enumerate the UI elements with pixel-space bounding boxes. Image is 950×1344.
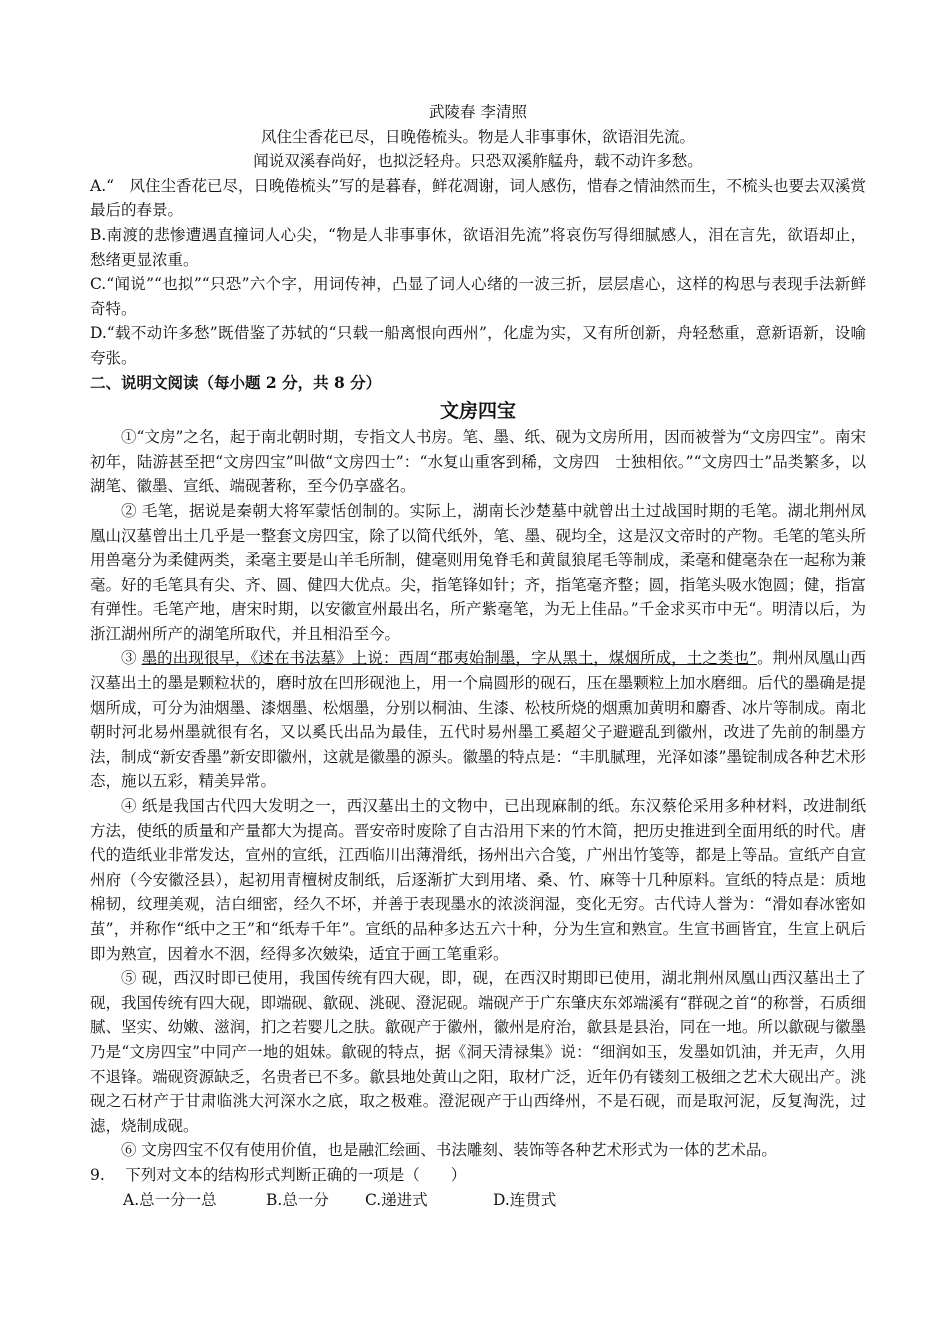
underlined-sentence: 墨的出现很早，《述在书法墓》上说：西周“郡夷始制墨，字从黑土，煤烟所成，土之类也” (141, 649, 757, 668)
article-paragraph-6: ⑥ 文房四宝不仅有使用价值，也是融汇绘画、书法雕刻、装饰等各种艺术形式为一体的艺术品。 (121, 1141, 777, 1160)
poem-option-d: D.“载不动许多愁”既借鉴了苏轼的“只载一船离恨向西州”，化虚为实，又有所创新，舟轻愁重，意新语新，设喻夸张。 (90, 324, 866, 367)
question-9-stem: 9. 下列对文本的结构形式判断正确的一项是（ ） (90, 1165, 467, 1184)
article-paragraph-5: ⑤ 砚，西汉时即已使用，我国传统有四大砚，即，砚，在西汉时期即已使用，湖北荆州凤凰山西汉墓出土了砚，我国传统有四大砚，即端砚、歙砚、洮砚、澄泥砚。端砚产于广东肇庆东郊端溪有“群砚之首“的称誉，石质细腻、坚实、幼嫩、滋润，扪之若婴儿之肤。歙砚产于徽州，徽州是府治，歙县是县治，同在一地。所以歙砚与徽墨乃是“文房四宝”中同产一地的姐妹。歙砚的特点，据《洞天清禄集》说：“细润如玉，发墨如饥油，并无声，久用不退锋。端砚资源缺乏，名贵者已不多。歙县地处黄山之阳，取材广泛，近年仍有镂刻工极细之艺术大砚出产。洮砚之石材产于甘肃临洮大河深水之底，取之极难。澄泥砚产于山西绛州，不是石砚，而是取河泥，反复淘洗，过滤，烧制成砚。 (90, 969, 866, 1135)
question-9-option-b: B.总一分 (266, 1190, 329, 1209)
article-paragraph-2: ② 毛笔，据说是秦朝大将军蒙恬创制的。实际上，湖南长沙楚墓中就曾出土过战国时期的毛笔。湖北荆州凤凰山汉墓曾出土几乎是一整套文房四宝，除了以简代纸外，笔、墨、砚均全，这是汉文帝时的产物。毛笔的笔头所用兽毫分为柔健两类，柔毫主要是山羊毛所制，健毫则用兔脊毛和黄鼠狼尾毛等制成，柔毫和健毫杂在一起称为兼毫。好的毛笔具有尖、齐、圆、健四大优点。尖，指笔锋如针；齐，指笔毫齐整；圆，指笔头吸水饱圆；健，指富有弹性。毛笔产地，唐宋时期，以安徽宣州最出名，所产紫毫笔，为无上佳品。”千金求买市中无“。明清以后，为浙江湖州所产的湖笔所取代，并且相沿至今。 (90, 501, 866, 643)
poem-option-b: B.南渡的悲惨遭遇直撞词人心尖，“物是人非事事休，欲语泪先流”将哀伤写得细腻感人，泪在言先，欲语却止，愁绪更显浓重。 (90, 225, 866, 269)
poem-option-c: C.“闻说”“也拟”“只恐”六个字，用词传神，凸显了词人心绪的一波三折，层层虐心，这样的构思与表现手法新鲜奇特。 (90, 275, 866, 318)
poem-option-a: A.“ 风住尘香花已尽，日晚倦梳头”写的是暮春，鲜花凋谢，词人感伤，惜春之情油然而生，不梳头也要去双溪赏最后的春景。 (90, 176, 866, 220)
article-title: 文房四宝 (439, 400, 516, 423)
question-9-option-c: C.递进式 (365, 1190, 428, 1209)
question-9-option-d: D.连贯式 (493, 1190, 557, 1209)
poem-title: 武陵春 李清照 (429, 103, 527, 121)
poem-line-1: 风住尘香花已尽，日晚倦梳头。物是人非事事休，欲语泪先流。 (260, 127, 695, 146)
article-paragraph-1: ①“文房”之名，起于南北朝时期，专指文人书房。笔、墨、纸、砚为文房所用，因而被誉为“文房四宝”。南宋初年，陆游甚至把“文房四宝”叫做“文房四士”：“水复山重客到稀，文房四 士独相依。”“文房四士”品类繁多，以湖笔、徽墨、宣纸、端砚著称，至今仍享盛名。 (90, 428, 866, 496)
question-9-option-a: A.总一分一总 (123, 1190, 217, 1209)
article-paragraph-4: ④ 纸是我国古代四大发明之一，西汉墓出土的文物中，已出现麻制的纸。东汉蔡伦采用多种材料，改进制纸方法，使纸的质量和产量都大为提高。晋安帝时废除了自古沿用下来的竹木简，把历史推进到全面用纸的时代。唐代的造纸业非常发达，宣州的宣纸，江西临川出薄滑纸，扬州出六合笺，广州出竹笺等，都是上等品。宣纸产自宣州府（今安徽泾县），起初用青檀树皮制纸，后逐渐扩大到用堵、桑、竹、麻等十几种原料。宣纸的特点是：质地棉韧，纹理美观，洁白细密，经久不坏，并善于表现墨水的浓淡润湿，变化无穷。古代诗人誉为：“滑如春冰密如茧”，并称作“纸中之王”和“纸寿千年”。宣纸的品种多达五六十种，分为生宣和熟宣。生宣书画皆宜，生宣上矾后即为熟宣，因着水不洇，经得多次皴染，适宜于画工笔重彩。 (90, 797, 866, 963)
paragraph-3-lead: ③ (121, 649, 142, 668)
paragraph-3-rest: 。荆州凤凰山西汉墓出土的墨是颗粒状的，磨时放在凹形砚池上，用一个扁圆形的砚石，压在墨颗粒上加水磨细。后代的墨确是提烟所成，可分为油烟墨、漆烟墨、松烟墨，分别以桐油、生漆、松枝所烧的烟熏加黄明和麝香、冰片等制成。南北朝时河北易州墨就很有名，又以奚氏出品为最佳，五代时易州墨工奚超父子避避乱到徽州，改进了先前的制墨方法，制成“新安香墨”新安即徽州，这就是徽墨的源头。徽墨的特点是：“丰肌腻理，光泽如漆”墨锭制成各种艺术形态，施以五彩，精美异常。 (90, 649, 866, 791)
poem-line-2: 闻说双溪春尚好，也拟泛轻舟。只恐双溪舴艋舟，载不动许多愁。 (253, 152, 703, 171)
article-paragraph-3 (90, 646, 866, 794)
section-heading: 二、说明文阅读（每小题 2 分，共 8 分） (90, 372, 382, 392)
exam-page (90, 100, 866, 1212)
question-9-options (123, 1188, 866, 1213)
